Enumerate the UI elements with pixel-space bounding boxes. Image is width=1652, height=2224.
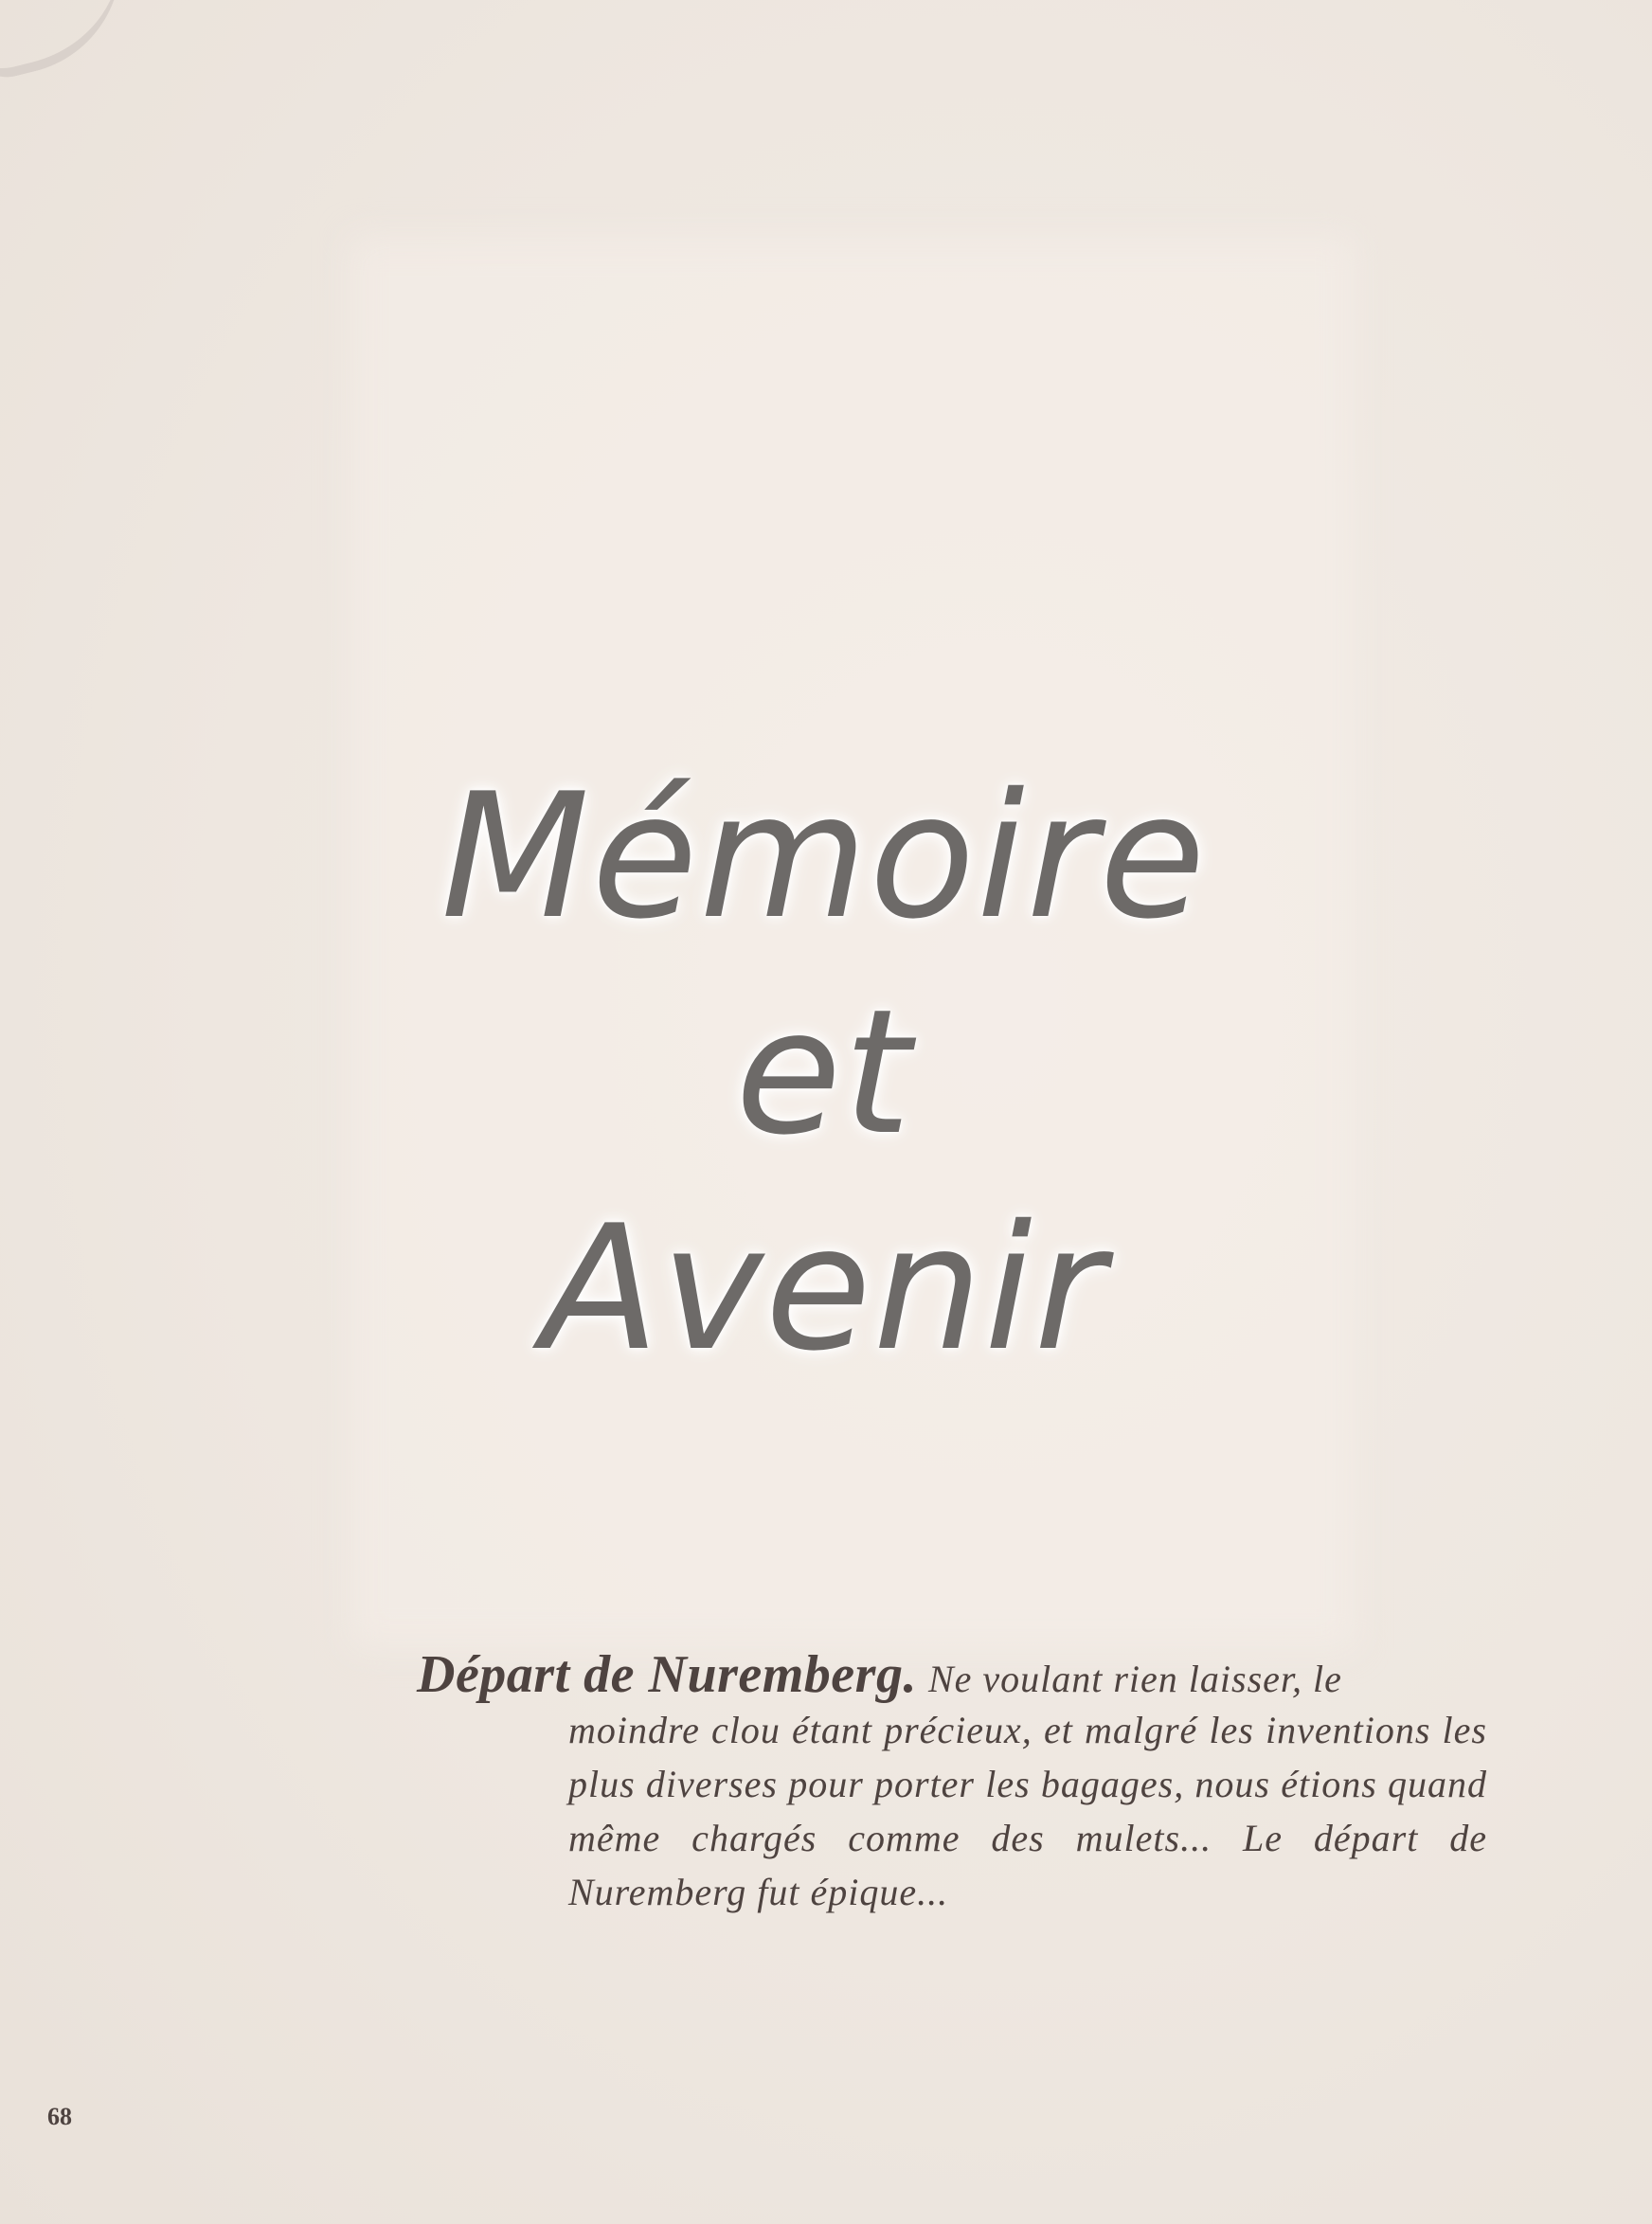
page-title (341, 748, 1307, 1396)
page-curl-shadow (0, 0, 145, 85)
title-line-3: Avenir (541, 1188, 1107, 1389)
caption-heading: Départ de Nuremberg. (417, 1645, 917, 1704)
page-number: 68 (47, 2103, 72, 2130)
caption-first-line (417, 1646, 1497, 1706)
photo-caption (417, 1646, 1497, 1919)
title-line-1: Mémoire (440, 756, 1208, 957)
title-line-2: et (735, 972, 913, 1173)
caption-first-text: Ne voulant rien laisser, le (927, 1658, 1342, 1700)
caption-body-text: moindre clou étant précieux, et malgré les inventions les plus diverses pour porter les bagages, nous étions quand même chargés comme des mulets... Le départ de Nuremberg fut épique... (568, 1709, 1487, 1913)
